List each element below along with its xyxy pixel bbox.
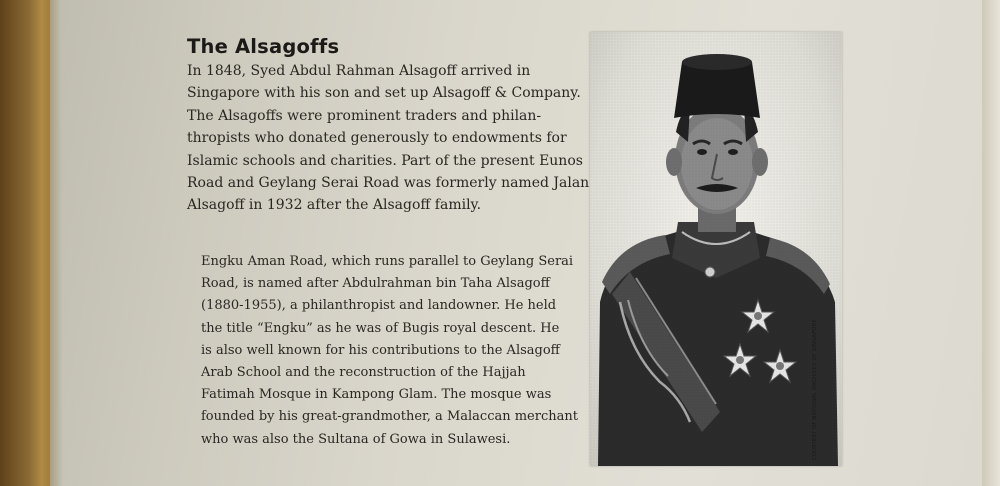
text-line: is also well known for his contributions to the Alsagoff — [201, 342, 560, 358]
frame-right-edge — [982, 0, 1000, 486]
text-line: The Alsagoffs were prominent traders and philan- — [187, 107, 542, 124]
text-line: Alsagoff in 1932 after the Alsagoff family. — [187, 197, 482, 214]
text-line: Fatimah Mosque in Kampong Glam. The mosque was — [201, 387, 552, 403]
text-line: Singapore with his son and set up Alsagoff & Company. — [187, 85, 581, 102]
text-line: Engku Aman Road, which runs parallel to Geylang Serai — [201, 254, 574, 269]
text-line: Road, is named after Abdulrahman bin Taha Alsagoff — [201, 276, 550, 292]
text-line: In 1848, Syed Abdul Rahman Alsagoff arrived in — [187, 63, 531, 79]
portrait-photo — [590, 32, 842, 466]
paragraph-history — [187, 60, 607, 217]
panel-edge — [50, 0, 62, 486]
text-line: who was also the Sultana of Gowa in Sulawesi. — [201, 431, 511, 447]
text-line: founded by his great-grandmother, a Malaccan merchant — [201, 409, 578, 425]
text-line: Road and Geylang Serai Road was formerly named Jalan — [187, 175, 590, 192]
text-line: thropists who donated generously to endowments for — [187, 130, 567, 147]
paragraph-engku-aman-road — [201, 251, 601, 451]
text-line: the title “Engku” as he was of Bugis royal descent. He — [201, 320, 560, 336]
sign-title: The Alsagoffs — [187, 35, 340, 58]
portrait-illustration — [590, 32, 842, 466]
text-line: Arab School and the reconstruction of the Hajjah — [201, 365, 526, 381]
text-line: Islamic schools and charities. Part of the present Eunos — [187, 152, 583, 169]
wooden-frame-left — [0, 0, 52, 486]
photo-credit: COURTESY OF NATIONAL ARCHIVES OF SINGAPORE — [812, 319, 818, 460]
text-line: (1880-1955), a philanthropist and landowner. He held — [201, 298, 557, 314]
